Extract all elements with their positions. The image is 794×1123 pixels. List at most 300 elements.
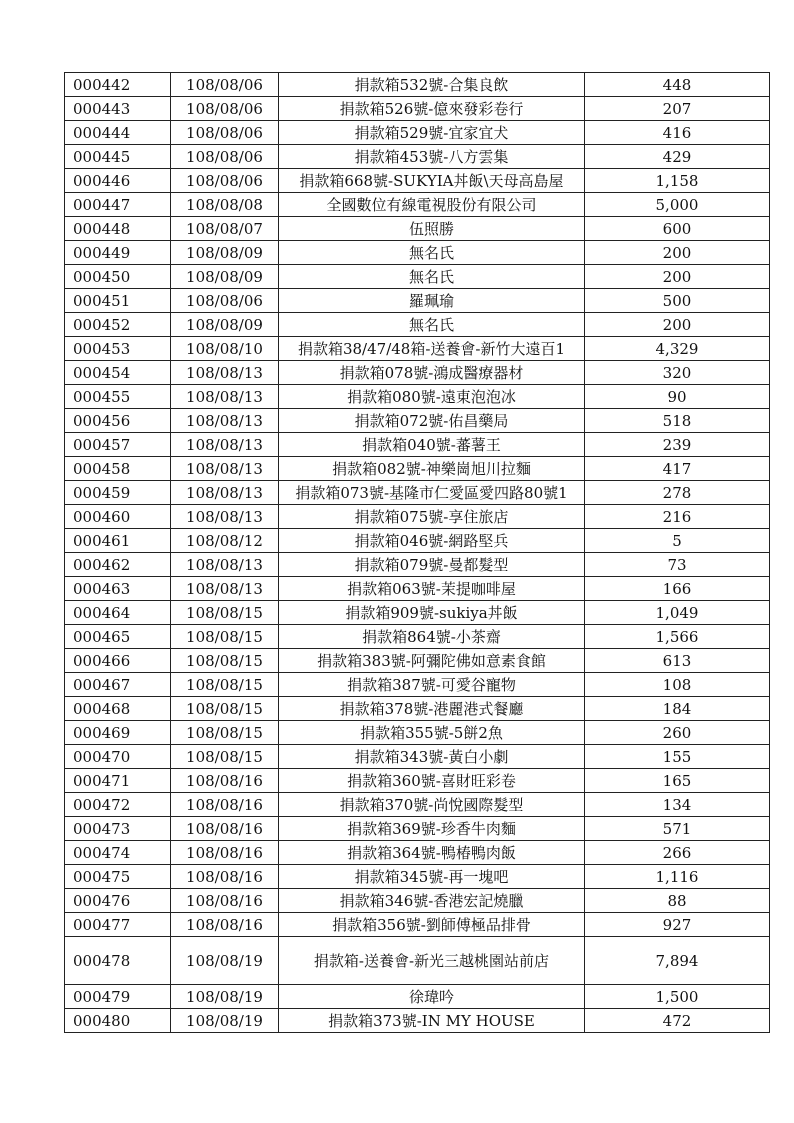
receipt-number-cell [65,529,171,553]
donor-name-cell [279,625,585,649]
table-row [65,433,770,457]
donation-date-cell [171,937,279,985]
donation-date-cell [171,601,279,625]
receipt-number-cell [65,697,171,721]
donation-date-cell [171,505,279,529]
donor-name-text: 捐款箱369號-珍香牛肉麵 [347,819,516,838]
table-row [65,145,770,169]
donation-date-cell [171,553,279,577]
donation-date-cell [171,193,279,217]
donation-date-text: 108/08/13 [186,459,263,478]
donor-name-text: 羅珮瑜 [408,291,454,310]
donor-name-cell [279,97,585,121]
donor-name-text: 捐款箱082號-神樂崗旭川拉麵 [332,459,531,478]
donor-name-text: 伍照勝 [408,219,454,238]
donation-date-text: 108/08/06 [186,291,263,310]
receipt-number-cell [65,409,171,433]
donation-date-text: 108/08/16 [186,819,263,838]
donation-date-cell [171,457,279,481]
donation-date-cell [171,625,279,649]
donation-amount-cell [585,505,770,529]
donor-name-text: 無名氏 [408,267,454,286]
receipt-number-cell [65,841,171,865]
receipt-number-cell [65,625,171,649]
donation-date-cell [171,385,279,409]
table-row [65,529,770,553]
receipt-number-cell [65,193,171,217]
donor-name-cell [279,841,585,865]
donation-amount-text: 5,000 [655,195,699,214]
donor-name-text: 捐款箱346號-香港宏記燒臘 [339,891,524,910]
table-row [65,769,770,793]
donor-name-cell [279,697,585,721]
donation-date-cell [171,745,279,769]
table-row [65,697,770,721]
donor-name-cell [279,553,585,577]
table-row [65,73,770,97]
donation-amount-cell [585,1009,770,1033]
receipt-number-text: 000456 [73,411,131,430]
donation-amount-text: 448 [662,75,692,94]
donation-amount-text: 207 [662,99,692,118]
donation-amount-text: 1,566 [655,627,699,646]
donation-date-cell [171,289,279,313]
donor-name-cell [279,793,585,817]
donor-name-cell [279,361,585,385]
table-row [65,553,770,577]
donation-date-text: 108/08/12 [186,531,263,550]
donation-date-text: 108/08/07 [186,219,263,238]
table-row [65,745,770,769]
receipt-number-cell [65,361,171,385]
donation-date-cell [171,337,279,361]
receipt-number-cell [65,481,171,505]
donor-name-cell [279,121,585,145]
donation-date-text: 108/08/19 [186,1011,263,1030]
donor-name-cell [279,217,585,241]
donation-amount-text: 5 [672,531,682,550]
table-row [65,985,770,1009]
receipt-number-text: 000454 [73,363,131,382]
table-row [65,577,770,601]
table-row [65,649,770,673]
table-row [65,265,770,289]
donation-date-text: 108/08/06 [186,171,263,190]
donor-name-text: 捐款箱345號-再一塊吧 [354,867,509,886]
donation-date-cell [171,817,279,841]
receipt-number-text: 000452 [73,315,131,334]
receipt-number-text: 000446 [73,171,131,190]
donor-name-cell [279,337,585,361]
donation-date-text: 108/08/15 [186,699,263,718]
donation-date-cell [171,481,279,505]
donation-date-text: 108/08/09 [186,315,263,334]
donation-date-cell [171,697,279,721]
donation-date-cell [171,217,279,241]
receipt-number-text: 000472 [73,795,131,814]
donor-name-text: 捐款箱080號-遠東泡泡冰 [347,387,516,406]
donor-name-text: 捐款箱360號-喜財旺彩卷 [347,771,516,790]
donation-amount-cell [585,73,770,97]
donation-amount-cell [585,241,770,265]
donation-date-text: 108/08/06 [186,147,263,166]
donor-name-text: 捐款箱453號-八方雲集 [354,147,509,166]
donor-name-text: 捐款箱040號-蕃薯王 [362,435,501,454]
receipt-number-text: 000458 [73,459,131,478]
receipt-number-text: 000470 [73,747,131,766]
donation-date-cell [171,169,279,193]
donor-name-cell [279,577,585,601]
receipt-number-cell [65,793,171,817]
donor-name-cell [279,505,585,529]
donation-date-cell [171,145,279,169]
donation-amount-text: 166 [662,579,692,598]
receipt-number-cell [65,313,171,337]
donation-amount-text: 90 [667,387,687,406]
donation-amount-text: 500 [662,291,692,310]
donor-name-text: 捐款箱063號-茉提咖啡屋 [347,579,516,598]
receipt-number-cell [65,289,171,313]
donor-name-cell [279,1009,585,1033]
donor-name-cell [279,73,585,97]
table-row [65,817,770,841]
donation-date-text: 108/08/16 [186,771,263,790]
donation-date-text: 108/08/16 [186,843,263,862]
donation-date-cell [171,841,279,865]
donation-amount-cell [585,361,770,385]
donation-date-text: 108/08/13 [186,435,263,454]
donation-date-text: 108/08/19 [186,987,263,1006]
donation-amount-cell [585,721,770,745]
receipt-number-cell [65,721,171,745]
receipt-number-cell [65,121,171,145]
donation-amount-text: 165 [662,771,692,790]
receipt-number-text: 000449 [73,243,131,262]
table-row [65,1009,770,1033]
receipt-number-text: 000471 [73,771,131,790]
donor-name-cell [279,673,585,697]
donation-amount-cell [585,937,770,985]
donation-date-text: 108/08/15 [186,723,263,742]
donor-name-text: 捐款箱38/47/48箱-送養會-新竹大遠百1 [297,339,566,358]
donor-name-cell [279,265,585,289]
receipt-number-text: 000478 [73,951,131,970]
donation-date-text: 108/08/15 [186,651,263,670]
table-row [65,97,770,121]
receipt-number-text: 000460 [73,507,131,526]
table-row [65,601,770,625]
donation-date-text: 108/08/15 [186,627,263,646]
donation-amount-cell [585,97,770,121]
donation-amount-cell [585,601,770,625]
donation-date-cell [171,1009,279,1033]
donor-name-cell [279,985,585,1009]
receipt-number-cell [65,337,171,361]
donor-name-cell [279,241,585,265]
donation-date-cell [171,265,279,289]
ledger-body [65,73,770,1033]
table-row [65,409,770,433]
donor-name-cell [279,193,585,217]
donation-date-text: 108/08/15 [186,675,263,694]
donation-amount-text: 600 [662,219,692,238]
donation-amount-text: 216 [662,507,692,526]
receipt-number-text: 000480 [73,1011,131,1030]
receipt-number-cell [65,265,171,289]
donation-date-text: 108/08/15 [186,603,263,622]
donation-amount-cell [585,553,770,577]
donation-amount-text: 266 [662,843,692,862]
donation-amount-cell [585,217,770,241]
donation-date-text: 108/08/13 [186,483,263,502]
donor-name-text: 捐款箱383號-阿彌陀佛如意素食館 [317,651,546,670]
donation-date-text: 108/08/13 [186,363,263,382]
donation-amount-cell [585,625,770,649]
donation-amount-cell [585,481,770,505]
donation-amount-text: 518 [662,411,692,430]
donation-amount-cell [585,409,770,433]
receipt-number-cell [65,433,171,457]
receipt-number-cell [65,913,171,937]
donation-amount-cell [585,817,770,841]
donation-date-text: 108/08/16 [186,915,263,934]
receipt-number-text: 000479 [73,987,131,1006]
receipt-number-cell [65,601,171,625]
receipt-number-cell [65,1009,171,1033]
table-row [65,385,770,409]
table-row [65,337,770,361]
donation-date-cell [171,433,279,457]
receipt-number-cell [65,97,171,121]
donor-name-cell [279,865,585,889]
donation-amount-text: 134 [662,795,692,814]
donor-name-text: 捐款箱-送養會-新光三越桃園站前店 [313,951,550,970]
donation-amount-text: 429 [662,147,692,166]
donation-amount-cell [585,169,770,193]
receipt-number-text: 000466 [73,651,131,670]
receipt-number-cell [65,241,171,265]
receipt-number-text: 000447 [73,195,131,214]
receipt-number-cell [65,865,171,889]
donor-name-cell [279,289,585,313]
donor-name-text: 捐款箱370號-尚悅國際髮型 [339,795,524,814]
donation-date-cell [171,649,279,673]
donor-name-text: 捐款箱364號-鴨椿鴨肉飯 [347,843,516,862]
donation-date-text: 108/08/16 [186,867,263,886]
table-row [65,913,770,937]
receipt-number-text: 000463 [73,579,131,598]
donation-amount-cell [585,145,770,169]
donor-name-cell [279,457,585,481]
receipt-number-cell [65,457,171,481]
table-row [65,865,770,889]
receipt-number-text: 000450 [73,267,131,286]
table-row [65,673,770,697]
donation-amount-cell [585,577,770,601]
donation-amount-text: 7,894 [655,951,699,970]
donor-name-cell [279,313,585,337]
receipt-number-text: 000475 [73,867,131,886]
table-row [65,481,770,505]
table-row [65,793,770,817]
donation-date-cell [171,985,279,1009]
donor-name-text: 捐款箱532號-合集良飲 [354,75,509,94]
donation-amount-cell [585,841,770,865]
table-row [65,313,770,337]
receipt-number-text: 000469 [73,723,131,742]
donation-amount-cell [585,697,770,721]
donation-date-cell [171,793,279,817]
receipt-number-text: 000457 [73,435,131,454]
table-row [65,361,770,385]
donation-date-text: 108/08/10 [186,339,263,358]
receipt-number-cell [65,577,171,601]
receipt-number-text: 000448 [73,219,131,238]
donor-name-cell [279,409,585,433]
donor-name-text: 捐款箱909號-sukiya丼飯 [345,603,518,622]
receipt-number-cell [65,505,171,529]
receipt-number-text: 000461 [73,531,131,550]
donation-date-text: 108/08/06 [186,75,263,94]
donor-name-text: 無名氏 [408,243,454,262]
donation-date-text: 108/08/15 [186,747,263,766]
donor-name-text: 捐款箱079號-曼都髮型 [354,555,509,574]
donor-name-cell [279,649,585,673]
donation-amount-cell [585,289,770,313]
donation-amount-text: 200 [662,267,692,286]
donation-date-cell [171,529,279,553]
donor-name-cell [279,913,585,937]
receipt-number-cell [65,649,171,673]
receipt-number-cell [65,985,171,1009]
donor-name-text: 捐款箱073號-基隆市仁愛區愛四路80號1 [295,483,568,502]
donation-date-text: 108/08/08 [186,195,263,214]
receipt-number-cell [65,817,171,841]
donation-date-cell [171,73,279,97]
donation-amount-text: 73 [667,555,687,574]
donation-amount-cell [585,649,770,673]
receipt-number-cell [65,553,171,577]
donation-amount-cell [585,793,770,817]
donation-amount-text: 239 [662,435,692,454]
donation-amount-cell [585,745,770,769]
donation-amount-text: 4,329 [655,339,699,358]
donation-date-text: 108/08/13 [186,507,263,526]
donation-amount-cell [585,385,770,409]
receipt-number-text: 000476 [73,891,131,910]
donor-name-text: 捐款箱343號-黃白小劇 [354,747,509,766]
receipt-number-text: 000462 [73,555,131,574]
donation-date-cell [171,121,279,145]
donation-amount-text: 1,116 [655,867,699,886]
donor-name-cell [279,817,585,841]
donation-amount-text: 184 [662,699,692,718]
donor-name-cell [279,169,585,193]
donor-name-text: 捐款箱075號-享住旅店 [354,507,509,526]
donation-date-cell [171,313,279,337]
donor-name-cell [279,433,585,457]
receipt-number-text: 000464 [73,603,131,622]
donation-amount-text: 1,049 [655,603,699,622]
donation-date-text: 108/08/06 [186,99,263,118]
receipt-number-cell [65,145,171,169]
donation-amount-text: 613 [662,651,692,670]
receipt-number-cell [65,937,171,985]
table-row [65,505,770,529]
receipt-number-text: 000445 [73,147,131,166]
donor-name-cell [279,937,585,985]
table-row [65,841,770,865]
donation-amount-cell [585,121,770,145]
donor-name-cell [279,769,585,793]
donation-amount-cell [585,193,770,217]
table-row [65,721,770,745]
receipt-number-text: 000459 [73,483,131,502]
donation-amount-text: 200 [662,243,692,262]
receipt-number-cell [65,217,171,241]
receipt-number-text: 000465 [73,627,131,646]
donor-name-text: 捐款箱864號-小茶齋 [362,627,501,646]
receipt-number-text: 000468 [73,699,131,718]
donor-name-cell [279,745,585,769]
donation-amount-cell [585,433,770,457]
donor-name-cell [279,145,585,169]
donation-amount-cell [585,673,770,697]
donor-name-cell [279,529,585,553]
donation-date-cell [171,865,279,889]
donation-amount-text: 417 [662,459,692,478]
donation-amount-cell [585,985,770,1009]
donation-date-cell [171,361,279,385]
receipt-number-text: 000455 [73,387,131,406]
table-row [65,289,770,313]
donation-date-cell [171,673,279,697]
donation-date-cell [171,241,279,265]
donation-date-text: 108/08/16 [186,891,263,910]
donation-amount-cell [585,265,770,289]
donation-date-text: 108/08/09 [186,243,263,262]
receipt-number-text: 000453 [73,339,131,358]
donation-date-cell [171,769,279,793]
donation-amount-text: 472 [662,1011,692,1030]
donation-amount-text: 108 [662,675,692,694]
table-row [65,217,770,241]
receipt-number-cell [65,73,171,97]
donation-amount-text: 88 [667,891,687,910]
donation-amount-text: 320 [662,363,692,382]
receipt-number-cell [65,745,171,769]
receipt-number-text: 000444 [73,123,131,142]
donation-ledger-table [64,72,770,1033]
table-row [65,241,770,265]
donation-amount-text: 260 [662,723,692,742]
donation-date-text: 108/08/16 [186,795,263,814]
donation-date-text: 108/08/09 [186,267,263,286]
table-row [65,937,770,985]
donation-amount-cell [585,313,770,337]
receipt-number-text: 000442 [73,75,131,94]
donor-name-text: 捐款箱356號-劉師傅極品排骨 [332,915,531,934]
table-row [65,121,770,145]
donation-amount-cell [585,769,770,793]
donor-name-text: 捐款箱529號-宜家宜犬 [354,123,509,142]
donor-name-cell [279,601,585,625]
donation-amount-text: 416 [662,123,692,142]
donation-amount-text: 155 [662,747,692,766]
donor-name-text: 無名氏 [408,315,454,334]
receipt-number-text: 000477 [73,915,131,934]
donation-date-text: 108/08/13 [186,555,263,574]
